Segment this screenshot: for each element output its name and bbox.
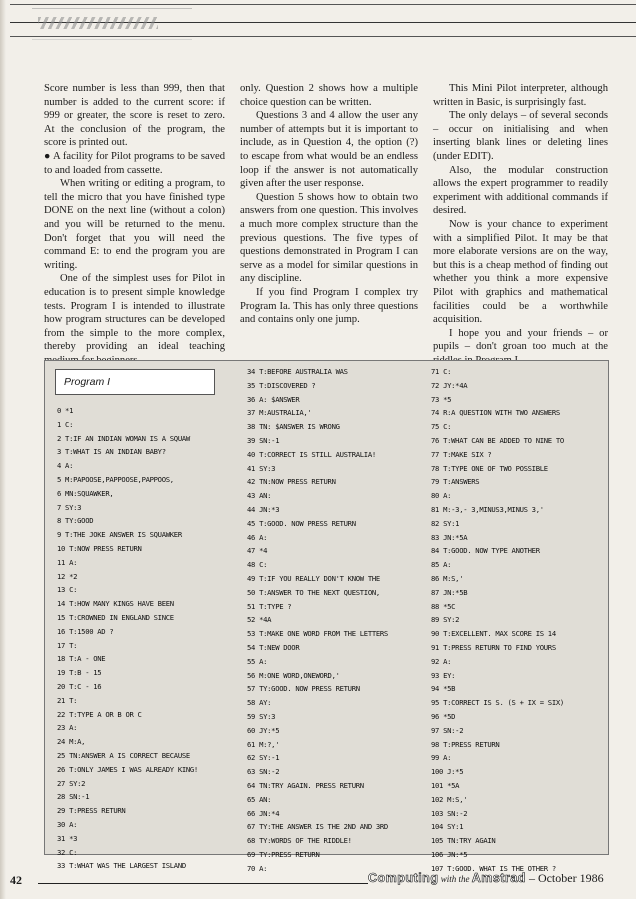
- listing-line: 84 T:GOOD. NOW TYPE ANOTHER: [431, 546, 540, 556]
- header-rule-top: [10, 4, 636, 5]
- listing-line: 106 JN:*5: [431, 849, 468, 859]
- listing-line: 38 TN: $ANSWER IS WRONG: [247, 422, 340, 432]
- listing-line: 93 EY:: [431, 670, 456, 680]
- header-banner: [10, 4, 636, 44]
- listing-line: 97 SN:-2: [431, 725, 464, 735]
- listing-line: 103 SN:-2: [431, 808, 468, 818]
- listing-line: 52 *4A: [247, 615, 272, 625]
- listing-line: 101 *5A: [431, 780, 460, 790]
- listing-line: 87 JN:*5B: [431, 587, 468, 597]
- paragraph: Now is your chance to experiment with a simplified Pilot. It may be that more elaborate versions are on the way, but this is a cheap method of finding out whether you think a more expensive Pilot with graphics and mathematical facilities could be a worthwhile acquisition.: [433, 218, 608, 326]
- listing-line: 104 SY:1: [431, 822, 464, 832]
- listing-line: 95 T:CORRECT IS S. (S + IX = SIX): [431, 698, 564, 708]
- listing-line: 51 T:TYPE ?: [247, 601, 292, 611]
- listing-line: 91 T:PRESS RETURN TO FIND YOURS: [431, 642, 556, 652]
- listing-line: 88 *5C: [431, 601, 456, 611]
- page-number: 42: [10, 873, 22, 887]
- listing-line: 41 SY:3: [247, 463, 276, 473]
- listing-line: 46 A:: [247, 532, 268, 542]
- listing-line: 10 T:NOW PRESS RETURN: [57, 543, 142, 553]
- listing-line: 68 TY:WORDS OF THE RIDDLE!: [247, 836, 352, 846]
- listing-line: 5 M:PAPOOSE,PAPPOOSE,PAPPOOS,: [57, 474, 174, 484]
- listing-line: 69 TY:PRESS RETURN: [247, 849, 320, 859]
- listing-line: 11 A:: [57, 557, 78, 567]
- listing-line: 96 *5D: [431, 711, 456, 721]
- magazine-title: [368, 871, 604, 886]
- listing-line: 27 SY:2: [57, 778, 86, 788]
- listing-line: 74 R:A QUESTION WITH TWO ANSWERS: [431, 408, 560, 418]
- listing-line: 83 JN:*5A: [431, 532, 468, 542]
- listing-line: 33 T:WHAT WAS THE LARGEST ISLAND: [57, 861, 186, 871]
- listing-line: 81 M:-3,- 3,MINUS3,MINUS 3,': [431, 504, 544, 514]
- listing-line: 78 T:TYPE ONE OF TWO POSSIBLE: [431, 463, 548, 473]
- listing-line: 14 T:HOW MANY KINGS HAVE BEEN: [57, 599, 174, 609]
- listing-column-1: [57, 404, 198, 873]
- listing-line: 75 C:: [431, 422, 452, 432]
- listing-line: 105 TN:TRY AGAIN: [431, 836, 496, 846]
- magazine-name-part-1: Computing: [368, 871, 439, 885]
- listing-column-3: [431, 365, 564, 875]
- listing-line: 86 M:S,': [431, 573, 464, 583]
- listing-line: 6 MN:SQUAWKER,: [57, 488, 114, 498]
- listing-line: 26 T:ONLY JAMES I WAS ALREADY KING!: [57, 764, 198, 774]
- listing-line: 24 M:A,: [57, 737, 86, 747]
- listing-line: 102 M:S,': [431, 794, 468, 804]
- listing-line: 63 SN:-2: [247, 767, 280, 777]
- listing-line: 92 A:: [431, 656, 452, 666]
- paragraph: only. Question 2 shows how a multiple choice question can be written.: [240, 83, 418, 108]
- listing-line: 7 SY:3: [57, 502, 82, 512]
- listing-line: 4 A:: [57, 461, 74, 471]
- listing-line: 42 TN:NOW PRESS RETURN: [247, 477, 336, 487]
- listing-line: 58 AY:: [247, 698, 272, 708]
- program-listing-box: [44, 360, 609, 873]
- listing-line: 31 *3: [57, 833, 78, 843]
- listing-line: 77 T:MAKE SIX ?: [431, 449, 492, 459]
- listing-line: 62 SY:-1: [247, 753, 280, 763]
- paragraph: Also, the modular construction allows the expert programmer to readily experiment with additional commands if desired.: [433, 164, 608, 217]
- listing-line: 66 JN:*4: [247, 808, 280, 818]
- listing-line: 107 T:GOOD. WHAT IS THE OTHER ?: [431, 863, 556, 873]
- listing-line: 29 T:PRESS RETURN: [57, 806, 126, 816]
- listing-line: 49 T:IF YOU REALLY DON'T KNOW THE: [247, 573, 380, 583]
- listing-line: 2 T:IF AN INDIAN WOMAN IS A SQUAW: [57, 433, 190, 443]
- footer-rule: [38, 883, 368, 884]
- listing-line: 60 JY:*5: [247, 725, 280, 735]
- listing-line: 67 TY:THE ANSWER IS THE 2ND AND 3RD: [247, 822, 388, 832]
- listing-line: 43 AN:: [247, 491, 272, 501]
- paragraph: Question 5 shows how to obtain two answers from one question. This involves a much more complex structure than the previous questions. The five types of questions demonstrated in Program I can serve as a model for similar questions in any discipline.: [240, 191, 418, 285]
- listing-line: 79 T:ANSWERS: [431, 477, 480, 487]
- paragraph: Questions 3 and 4 allow the user any number of attempts but it is important to include, as in Question 4, the option (?) to escape from what would be an endless loop if the answer is not automatically given after the user response.: [240, 110, 418, 190]
- listing-line: 34 T:BEFORE AUSTRALIA WAS: [247, 367, 348, 376]
- listing-line: 76 T:WHAT CAN BE ADDED TO NINE TO: [431, 435, 564, 445]
- paragraph: The only delays – of several seconds – occur on initialising and when inserting blank lines or deleting lines (under EDIT).: [433, 110, 608, 162]
- listing-line: 59 SY:3: [247, 711, 276, 721]
- listing-line: 45 T:GOOD. NOW PRESS RETURN: [247, 518, 356, 528]
- listing-column-2: [247, 365, 388, 875]
- listing-line: 98 T:PRESS RETURN: [431, 739, 500, 749]
- listing-line: 65 AN:: [247, 794, 272, 804]
- listing-line: 8 TY:GOOD: [57, 516, 94, 526]
- article-column-3: [433, 82, 608, 367]
- paragraph: This Mini Pilot interpreter, although written in Basic, is surprisingly fast.: [433, 83, 608, 108]
- listing-line: 12 *2: [57, 571, 78, 581]
- listing-line: 70 A:: [247, 863, 268, 873]
- listing-line: 80 A:: [431, 491, 452, 501]
- listing-line: 18 T:A - ONE: [57, 654, 106, 664]
- listing-line: 72 JY:*4A: [431, 380, 468, 390]
- listing-line: 13 C:: [57, 585, 78, 595]
- listing-line: 39 SN:-1: [247, 435, 280, 445]
- listing-line: 50 T:ANSWER TO THE NEXT QUESTION,: [247, 587, 380, 597]
- program-listing-title: Program I: [55, 369, 215, 395]
- listing-line: 3 T:WHAT IS AN INDIAN BABY?: [57, 447, 166, 457]
- listing-line: 30 A:: [57, 819, 78, 829]
- listing-line: 35 T:DISCOVERED ?: [247, 380, 316, 390]
- listing-line: 32 C:: [57, 847, 78, 857]
- listing-line: 57 TY:GOOD. NOW PRESS RETURN: [247, 684, 360, 694]
- listing-line: 40 T:CORRECT IS STILL AUSTRALIA!: [247, 449, 376, 459]
- listing-line: 19 T:B - 15: [57, 668, 102, 678]
- listing-line: 0 *1: [57, 406, 74, 415]
- bullet-paragraph: ● A facility for Pilot programs to be saved to and loaded from cassette.: [44, 150, 225, 176]
- listing-line: 21 T:: [57, 695, 78, 705]
- listing-line: 9 T:THE JOKE ANSWER IS SQUAWKER: [57, 530, 182, 540]
- listing-line: 37 M:AUSTRALIA,': [247, 408, 312, 418]
- listing-line: 53 T:MAKE ONE WORD FROM THE LETTERS: [247, 629, 388, 639]
- magazine-name-part-3: Amstrad: [471, 871, 526, 885]
- paragraph: Score number is less than 999, then that number is added to the current score: if 999 or greater, the score is reset to zero. At the conclusion of the program, the score is printed out.: [44, 83, 225, 149]
- listing-line: 16 T:1500 AD ?: [57, 626, 114, 636]
- listing-line: 55 A:: [247, 656, 268, 666]
- listing-line: 17 T:: [57, 640, 78, 650]
- listing-line: 25 TN:ANSWER A IS CORRECT BECAUSE: [57, 750, 190, 760]
- listing-line: 64 TN:TRY AGAIN. PRESS RETURN: [247, 780, 364, 790]
- listing-line: 22 T:TYPE A OR B OR C: [57, 709, 142, 719]
- listing-line: 82 SY:1: [431, 518, 460, 528]
- magazine-name-part-2: with the: [438, 874, 472, 884]
- listing-line: 48 C:: [247, 560, 268, 570]
- paragraph: When writing or editing a program, to tell the micro that you have finished type DONE on the next line (without a colon) and you will be returned to the menu. Don't forget that you will need the command E: to end the program you are writing.: [44, 178, 225, 271]
- listing-line: 1 C:: [57, 419, 74, 429]
- listing-line: 56 M:ONE WORD,ONEWORD,': [247, 670, 340, 680]
- listing-line: 54 T:NEW DOOR: [247, 642, 300, 652]
- listing-line: 90 T:EXCELLENT. MAX SCORE IS 14: [431, 629, 556, 639]
- listing-line: 71 C:: [431, 367, 452, 376]
- listing-line: 61 M:?,': [247, 739, 280, 749]
- listing-line: 47 *4: [247, 546, 268, 556]
- listing-line: 99 A:: [431, 753, 452, 763]
- listing-line: 94 *5B: [431, 684, 456, 694]
- listing-line: 73 *5: [431, 394, 452, 404]
- faded-masthead-logo: [32, 8, 192, 40]
- listing-line: 28 SN:-1: [57, 792, 90, 802]
- listing-line: 23 A:: [57, 723, 78, 733]
- listing-line: 44 JN:*3: [247, 504, 280, 514]
- listing-line: 100 J:*5: [431, 767, 464, 777]
- issue-date: – October 1986: [528, 871, 604, 885]
- listing-line: 15 T:CROWNED IN ENGLAND SINCE: [57, 612, 174, 622]
- listing-line: 20 T:C - 16: [57, 681, 102, 691]
- article-column-1: [44, 82, 225, 381]
- article-column-2: [240, 82, 418, 327]
- paragraph: If you find Program I complex try Program Ia. This has only three questions and contains only one jump.: [240, 286, 418, 326]
- paragraph: One of the simplest uses for Pilot in education is to present simple knowledge tests. Program I is intended to illustrate how program structures can be developed from the simple to the more complex, thereby providing an ideal teaching: [44, 273, 225, 353]
- page-footer: [0, 868, 636, 892]
- listing-line: 85 A:: [431, 560, 452, 570]
- page-edge-shadow: [0, 0, 6, 899]
- listing-line: 89 SY:2: [431, 615, 460, 625]
- paragraph: I hope you and your friends – or pupils – don't groan too much at the: [433, 327, 608, 353]
- listing-line: 36 A: $ANSWER: [247, 394, 300, 404]
